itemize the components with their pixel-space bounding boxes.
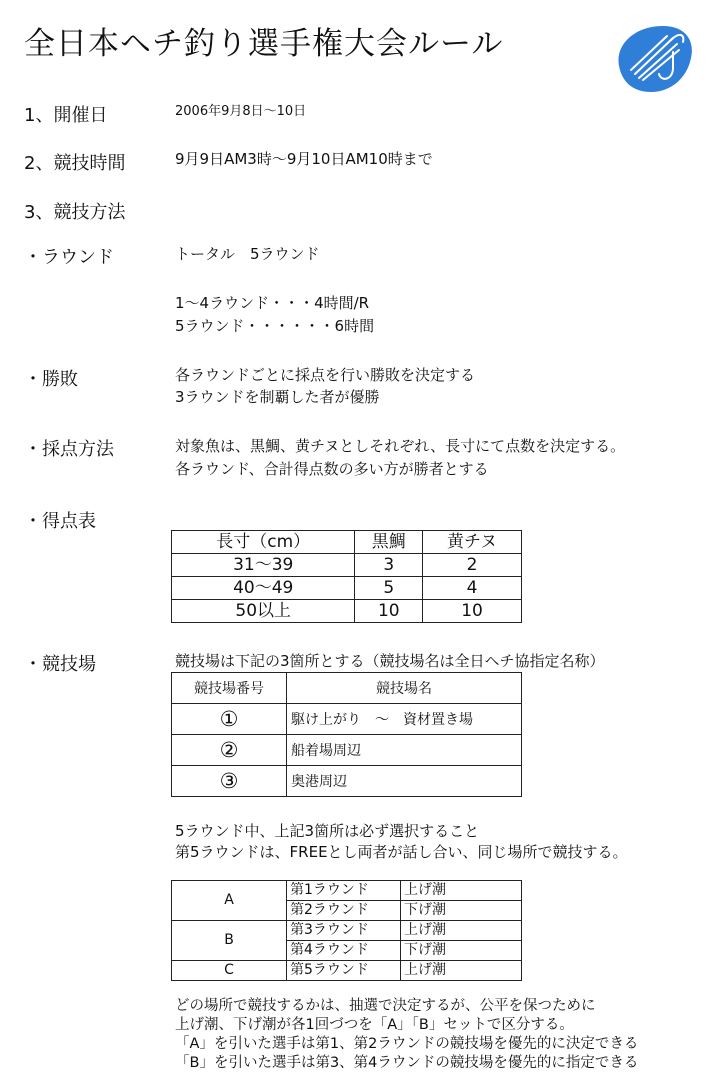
table-row <box>172 766 522 797</box>
venue-table <box>171 672 522 797</box>
score-cell: 4 <box>423 577 522 600</box>
table-row <box>172 704 522 735</box>
score-cell: 10 <box>423 600 522 623</box>
score-cell: 50以上 <box>172 600 355 623</box>
table-row <box>172 600 522 623</box>
scoring-line-1: 対象魚は、黒鯛、黄チヌとしそれぞれ、長寸にて点数を決定する。 <box>175 437 626 455</box>
tide-state: 上げ潮 <box>401 921 522 941</box>
table-row <box>172 961 522 981</box>
score-header-kurodai: 黒鯛 <box>355 531 423 554</box>
date-label: 1、開催日 <box>24 105 108 126</box>
venue-label: ・競技場 <box>24 654 96 675</box>
tide-set: B <box>172 921 287 961</box>
closing-line-3: 「A」を引いた選手は第1、第2ラウンドの競技場を優先的に決定できる <box>175 1036 639 1052</box>
table-row <box>172 921 522 941</box>
time-value: 9月9日AM3時～9月10日AM10時まで <box>175 150 433 168</box>
venue-header-name: 競技場名 <box>287 673 522 704</box>
tide-state: 上げ潮 <box>401 961 522 981</box>
closing-line-1: どの場所で競技するかは、抽選で決定するが、公平を保つために <box>175 998 596 1014</box>
win-line-1: 各ラウンドごとに採点を行い勝敗を決定する <box>175 366 476 384</box>
page-title: 全日本ヘチ釣り選手権大会ルール <box>24 26 504 62</box>
venue-number: ③ <box>172 766 287 797</box>
tide-state: 下げ潮 <box>401 901 522 921</box>
score-header-length: 長寸（cm） <box>172 531 355 554</box>
score-cell: 40～49 <box>172 577 355 600</box>
venue-number: ① <box>172 704 287 735</box>
score-cell: 5 <box>355 577 423 600</box>
tide-table <box>171 880 522 981</box>
win-line-2: 3ラウンドを制覇した者が優勝 <box>175 388 380 406</box>
tide-set: C <box>172 961 287 981</box>
win-label: ・勝敗 <box>24 369 78 390</box>
round-detail-1: 1～4ラウンド・・・4時間/R <box>175 294 370 312</box>
score-table <box>171 530 522 623</box>
score-cell: 31～39 <box>172 554 355 577</box>
scoring-label: ・採点方法 <box>24 439 114 460</box>
table-row <box>172 554 522 577</box>
time-label: 2、競技時間 <box>24 153 126 174</box>
venue-note-2: 第5ラウンドは、FREEとし両者が話し合い、同じ場所で競技する。 <box>175 843 628 861</box>
round-detail-2: 5ラウンド・・・・・・6時間 <box>175 317 375 335</box>
score-cell: 2 <box>423 554 522 577</box>
fishing-lure-logo-icon <box>613 22 695 94</box>
tide-state: 下げ潮 <box>401 941 522 961</box>
round-total: トータル 5ラウンド <box>175 245 320 263</box>
closing-line-4: 「B」を引いた選手は第3、第4ラウンドの競技場を優先的に指定できる <box>175 1055 639 1071</box>
score-table-label: ・得点表 <box>24 511 96 532</box>
scoring-line-2: 各ラウンド、合計得点数の多い方が勝者とする <box>175 460 489 478</box>
table-row <box>172 881 522 901</box>
tide-round: 第2ラウンド <box>287 901 401 921</box>
venue-header-number: 競技場番号 <box>172 673 287 704</box>
table-row <box>172 735 522 766</box>
tide-round: 第5ラウンド <box>287 961 401 981</box>
table-row <box>172 577 522 600</box>
tide-round: 第4ラウンド <box>287 941 401 961</box>
score-header-kichinu: 黄チヌ <box>423 531 522 554</box>
venue-name: 奥港周辺 <box>287 766 522 797</box>
venue-note-1: 5ラウンド中、上記3箇所は必ず選択すること <box>175 822 480 840</box>
tide-set: A <box>172 881 287 921</box>
tide-state: 上げ潮 <box>401 881 522 901</box>
closing-line-2: 上げ潮、下げ潮が各1回づつを「A」「B」セットで区分する。 <box>175 1017 574 1033</box>
date-value: 2006年9月8日～10日 <box>175 104 307 119</box>
score-cell: 10 <box>355 600 423 623</box>
venue-number: ② <box>172 735 287 766</box>
tide-round: 第1ラウンド <box>287 881 401 901</box>
venue-name: 駆け上がり ～ 資材置き場 <box>287 704 522 735</box>
score-cell: 3 <box>355 554 423 577</box>
round-label: ・ラウンド <box>24 247 114 268</box>
venue-name: 船着場周辺 <box>287 735 522 766</box>
venue-intro: 競技場は下記の3箇所とする（競技場名は全日ヘチ協指定名称） <box>175 652 605 670</box>
tide-round: 第3ラウンド <box>287 921 401 941</box>
method-label: 3、競技方法 <box>24 202 126 223</box>
